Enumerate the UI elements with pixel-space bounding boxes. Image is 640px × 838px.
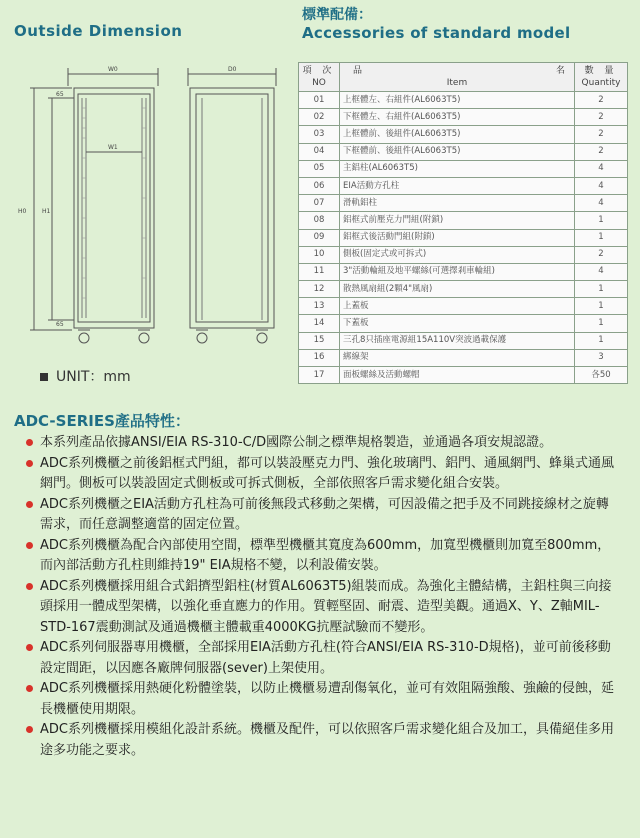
table-row <box>299 177 628 194</box>
table-row <box>299 298 628 315</box>
top-offset-label: 65 <box>56 91 64 98</box>
feature-text: ADC系列伺服器專用機櫃，全部採用EIA活動方孔柱(符合ANSI/EIA RS-310-D規格)，並可前後移動設定間距，以因應各廠牌伺服器(sever)上架使用。 <box>40 640 611 676</box>
table-header-row <box>299 63 628 92</box>
bullet-square-icon <box>40 373 48 381</box>
table-row <box>299 332 628 349</box>
feature-item <box>22 454 620 495</box>
cell-no: 03 <box>299 126 340 143</box>
feature-item <box>22 536 620 577</box>
bullet-dot-icon <box>26 542 33 549</box>
cell-qty: 1 <box>575 212 628 229</box>
cell-no: 11 <box>299 263 340 280</box>
feature-item <box>22 433 620 454</box>
accessories-title-en: Accessories of standard model <box>302 24 571 42</box>
bullet-dot-icon <box>26 501 33 508</box>
feature-item <box>22 679 620 720</box>
unit-label <box>40 366 131 386</box>
table-row <box>299 229 628 246</box>
cell-item: 上框體前、後組件(AL6063T5) <box>340 126 575 143</box>
h1-label: H1 <box>42 208 51 215</box>
cell-item: 下框體前、後組件(AL6063T5) <box>340 143 575 160</box>
bullet-dot-icon <box>26 439 33 446</box>
cell-qty: 4 <box>575 263 628 280</box>
cell-no: 07 <box>299 195 340 212</box>
cell-qty: 4 <box>575 195 628 212</box>
feature-text: ADC系列機櫃採用組合式鋁擠型鋁柱(材質AL6063T5)組裝而成。為強化主體結構，主鋁柱與三向接頭採用一體成型架構，以強化垂直應力的作用。質輕堅固、耐震、造型美觀。通過X、Y、Z軸MIL-STD-167震動測試及通過機櫃主體載重4000KG抗壓試驗而不變形。 <box>40 578 612 635</box>
feature-text: ADC系列機櫃之前後鋁框式門組，都可以裝設壓克力門、強化玻璃門、鋁門、通風網門、蜂巢式通風網門。側板可以裝設固定式側板或可拆式側板，全部依照客戶需求變化組合安裝。 <box>40 455 614 491</box>
table-row <box>299 315 628 332</box>
table-row <box>299 281 628 298</box>
cell-no: 12 <box>299 281 340 298</box>
feature-item <box>22 720 620 761</box>
cell-item: 面板螺絲及活動螺帽 <box>340 367 575 384</box>
feature-text: ADC系列機櫃採用模組化設計系統。機櫃及配件，可以依照客戶需求變化組合及加工，具備絕佳多用途多功能之要求。 <box>40 722 614 758</box>
cell-item: 側板(固定式或可拆式) <box>340 246 575 263</box>
feature-item <box>22 638 620 679</box>
cell-item: 綁線架 <box>340 349 575 366</box>
cell-qty: 1 <box>575 229 628 246</box>
cell-item: 滑軌鋁柱 <box>340 195 575 212</box>
feature-item <box>22 577 620 639</box>
bullet-dot-icon <box>26 726 33 733</box>
cell-no: 14 <box>299 315 340 332</box>
d0-label: D0 <box>228 66 237 73</box>
table-row <box>299 92 628 109</box>
table-row <box>299 143 628 160</box>
cell-qty: 2 <box>575 246 628 263</box>
cell-item: 3"活動輪組及地平螺絲(可選擇剎車輪組) <box>340 263 575 280</box>
cell-qty: 3 <box>575 349 628 366</box>
cell-no: 05 <box>299 160 340 177</box>
cell-item: 散熱風扇組(2顆4"風扇) <box>340 281 575 298</box>
cell-qty: 1 <box>575 315 628 332</box>
cell-no: 01 <box>299 92 340 109</box>
cell-qty: 1 <box>575 298 628 315</box>
table-row <box>299 349 628 366</box>
table-row <box>299 126 628 143</box>
cell-item: 三孔8只插座電源組15A110V突波過載保護 <box>340 332 575 349</box>
header-item: 品 名 Item <box>340 63 575 92</box>
feature-item <box>22 495 620 536</box>
w1-label: W1 <box>108 144 118 151</box>
header-quantity: 數 量 Quantity <box>575 63 628 92</box>
bullet-dot-icon <box>26 460 33 467</box>
bullet-dot-icon <box>26 644 33 651</box>
cell-no: 15 <box>299 332 340 349</box>
cabinet-dimension-drawing <box>12 58 292 358</box>
bullet-dot-icon <box>26 583 33 590</box>
cell-item: 下蓋板 <box>340 315 575 332</box>
table-row <box>299 195 628 212</box>
outside-dimension-title: Outside Dimension <box>14 22 183 40</box>
cell-item: 主鋁柱(AL6063T5) <box>340 160 575 177</box>
accessories-title-cn: 標準配備： <box>302 7 372 23</box>
table-row <box>299 212 628 229</box>
unit-text: UNIT：mm <box>56 369 131 385</box>
cell-item: 鋁框式後活動門組(附鎖) <box>340 229 575 246</box>
feature-text: ADC系列機櫃採用熱硬化粉體塗裝，以防止機櫃易遭刮傷氧化，並可有效阻隔強酸、強鹼的侵蝕，延長機櫃使用期限。 <box>40 681 614 717</box>
table-row <box>299 367 628 384</box>
cell-no: 04 <box>299 143 340 160</box>
bottom-offset-label: 65 <box>56 321 64 328</box>
cell-item: 上框體左、右組件(AL6063T5) <box>340 92 575 109</box>
cell-qty: 2 <box>575 143 628 160</box>
cell-no: 06 <box>299 177 340 194</box>
feature-text: 本系列產品依據ANSI/EIA RS-310-C/D國際公制之標準規格製造，並通過各項安規認證。 <box>40 435 553 450</box>
cell-qty: 4 <box>575 160 628 177</box>
accessories-table <box>298 62 628 384</box>
cell-qty: 2 <box>575 126 628 143</box>
cell-no: 16 <box>299 349 340 366</box>
h0-label: H0 <box>18 208 27 215</box>
cell-qty: 2 <box>575 109 628 126</box>
cell-item: 鋁框式前壓克力門組(附鎖) <box>340 212 575 229</box>
features-list <box>22 433 620 761</box>
cell-no: 17 <box>299 367 340 384</box>
table-row <box>299 160 628 177</box>
cell-no: 08 <box>299 212 340 229</box>
table-row <box>299 263 628 280</box>
table-row <box>299 246 628 263</box>
cell-qty: 1 <box>575 332 628 349</box>
w0-label: W0 <box>108 66 118 73</box>
cell-qty: 4 <box>575 177 628 194</box>
cell-no: 09 <box>299 229 340 246</box>
features-title: ADC-SERIES產品特性： <box>14 412 190 430</box>
header-no: 項 次 NO <box>299 63 340 92</box>
cell-qty: 2 <box>575 92 628 109</box>
cell-item: EIA活動方孔柱 <box>340 177 575 194</box>
table-row <box>299 109 628 126</box>
cell-item: 上蓋板 <box>340 298 575 315</box>
cell-qty: 1 <box>575 281 628 298</box>
feature-text: ADC系列機櫃為配合內部使用空間，標準型機櫃其寬度為600mm，加寬型機櫃則加寬至800mm，而內部活動方孔柱則維持19" EIA規格不變，以利設備安裝。 <box>40 537 611 573</box>
bullet-dot-icon <box>26 685 33 692</box>
feature-text: ADC系列機櫃之EIA活動方孔柱為可前後無段式移動之架構，可因設備之把手及不同跳接線材之旋轉需求，而任意調整適當的固定位置。 <box>40 496 609 532</box>
cell-no: 02 <box>299 109 340 126</box>
cell-qty: 各50 <box>575 367 628 384</box>
cell-item: 下框體左、右組件(AL6063T5) <box>340 109 575 126</box>
cell-no: 10 <box>299 246 340 263</box>
cell-no: 13 <box>299 298 340 315</box>
